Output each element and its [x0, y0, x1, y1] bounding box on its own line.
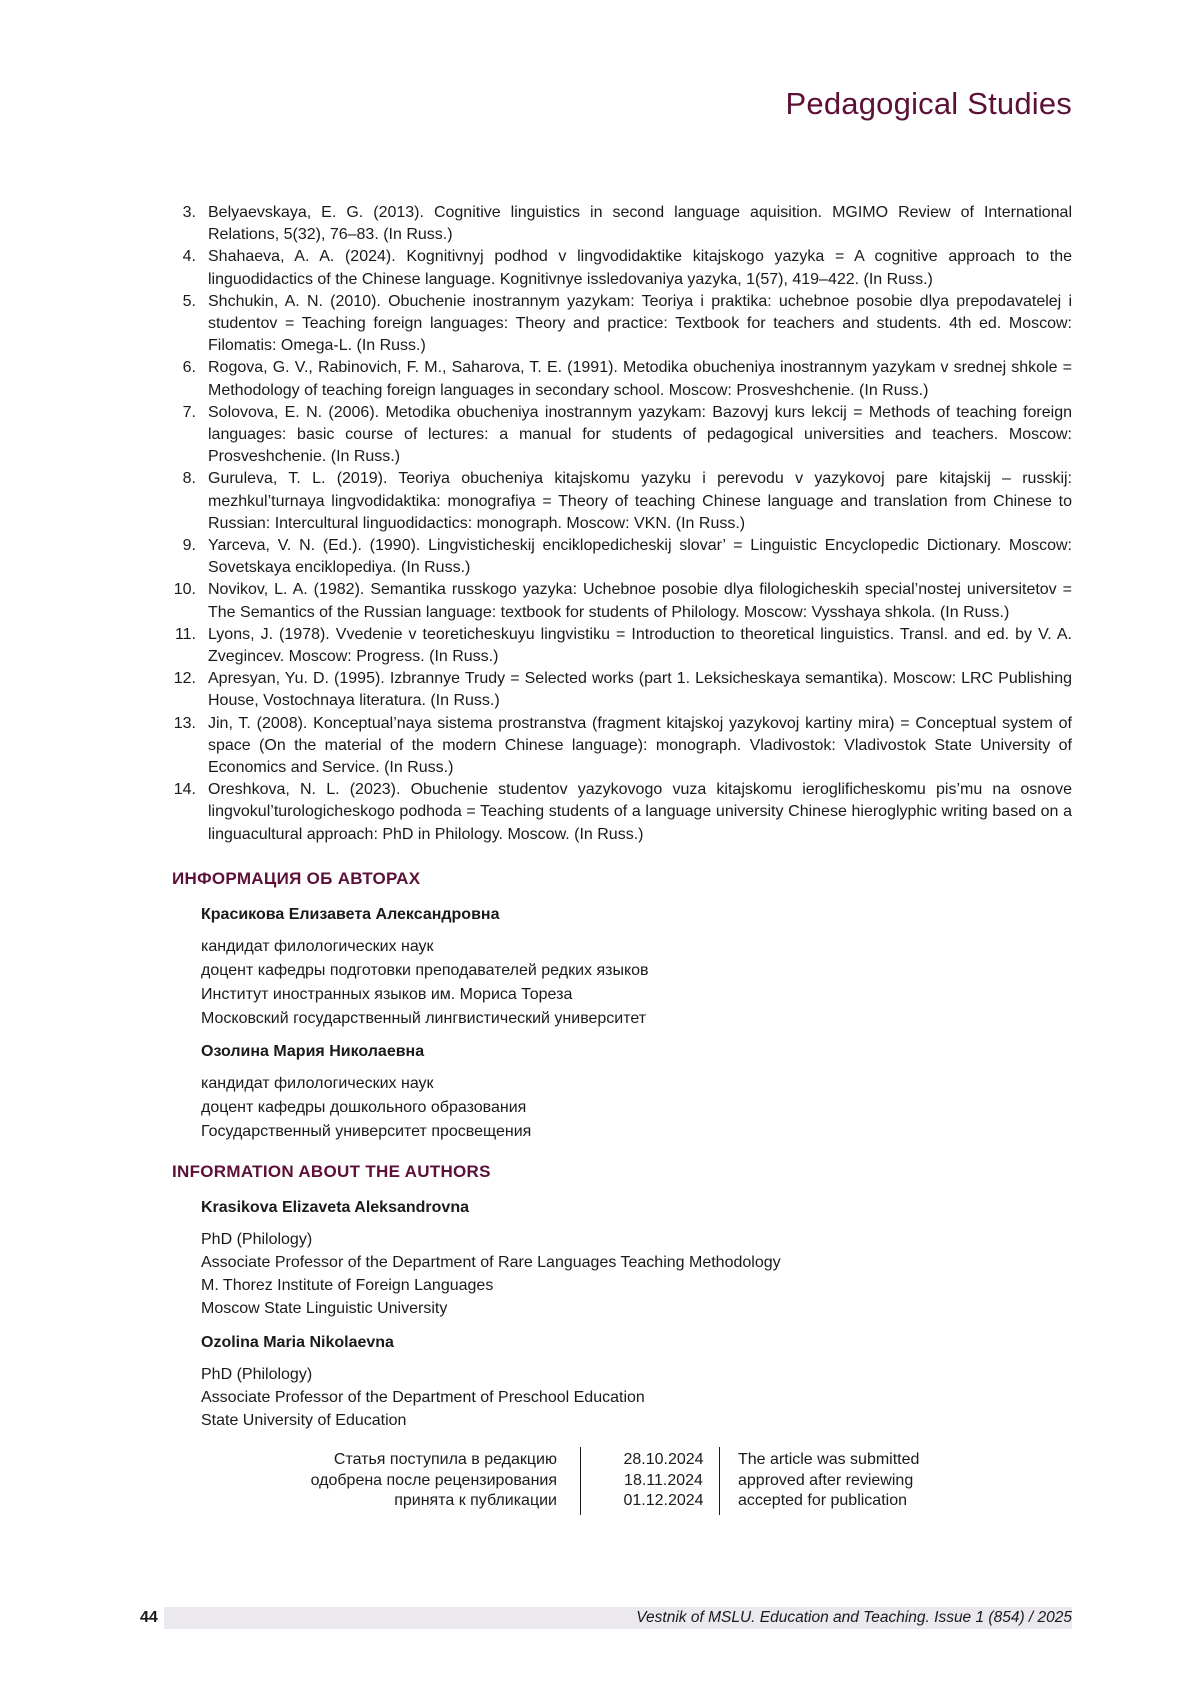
reference-number: 11.	[174, 625, 196, 643]
reference-number: 12.	[173, 670, 196, 688]
reference-text: Rogova, G. V., Rabinovich, F. M., Saharova, T. E. (1991). Metodika obucheniya inostrannym yazykam v srednej shkole = Methodology of teaching foreign languages in secondary school. Moscow: Prosveshchenie. (In Russ.)	[208, 359, 1072, 399]
author-university: State University of Education	[201, 1412, 407, 1429]
reference-item	[164, 202, 1072, 246]
reference-text: Lyons, J. (1978). Vvedenie v teoreticheskuyu lingvistiku = Introduction to theoretical linguistics. Transl. and ed. by V. A. Zvegincev. Moscow: Progress. (In Russ.)	[208, 625, 1072, 666]
author-ru-2	[201, 1042, 531, 1144]
date-label-approved-en: approved after reviewing	[738, 1471, 914, 1489]
date-label-approved-ru: одобрена после рецензирования	[310, 1471, 557, 1489]
author-ru-1	[201, 905, 649, 1031]
divider-line	[719, 1447, 720, 1515]
reference-list	[164, 202, 1072, 846]
reference-item	[164, 402, 1072, 469]
reference-text: Shchukin, A. N. (2010). Obuchenie inostrannym yazykam: Teoriya i praktika: uchebnoe posobie dlya prepodavatelej i studentov = Teaching foreign languages: Theory and practice: Textbook for teachers and students. 4th ed. Moscow: Filomatis: Omega-L. (In Russ.)	[208, 292, 1072, 355]
author-position: доцент кафедры подготовки преподавателей редких языков	[201, 962, 649, 979]
reference-number: 14.	[173, 781, 196, 799]
running-header-title: Pedagogical Studies	[785, 86, 1072, 121]
author-institute: M. Thorez Institute of Foreign Languages	[201, 1277, 494, 1294]
reference-number: 6.	[182, 359, 196, 377]
reference-text: Jin, T. (2008). Konceptual’naya sistema prostranstva (fragment kitajskoj yazykovoj kartiny mira) = Conceptual system of space (On the material of the modern Chinese language): monograph. Vladivostok: Vladivostok State University of Economics and Service. (In Russ.)	[208, 714, 1072, 777]
reference-text: Apresyan, Yu. D. (1995). Izbrannye Trudy = Selected works (part 1. Leksicheskaya semantika). Moscow: LRC Publishing House, Vostochnaya literatura. (In Russ.)	[208, 670, 1072, 710]
reference-item	[164, 579, 1072, 623]
author-university: Московский государственный лингвистический университет	[201, 1010, 647, 1027]
reference-item	[164, 779, 1072, 846]
reference-number: 9.	[182, 537, 196, 555]
reference-number: 4.	[182, 248, 196, 266]
reference-text: Solovova, E. N. (2006). Metodika obucheniya inostrannym yazykam: Bazovyj kurs lekcij = Methods of teaching foreign languages: basic course of lectures: a manual for students of pedagogical universities and teachers. Moscow: Prosveshchenie. (In Russ.)	[208, 403, 1072, 466]
author-en-2	[201, 1333, 645, 1432]
divider-line	[580, 1447, 581, 1515]
reference-item	[164, 535, 1072, 579]
reference-text: Belyaevskaya, E. G. (2013). Cognitive linguistics in second language aquisition. MGIMO Review of International Relations, 5(32), 76–83. (In Russ.)	[208, 204, 1072, 244]
author-university: Moscow State Linguistic University	[201, 1300, 448, 1317]
reference-text: Shahaeva, A. A. (2024). Kognitivnyj podhod v lingvodidaktike kitajskogo yazyka = A cognitive approach to the linguodidactics of the Chinese language. Kognitivnye issledovaniya yazyka, 1(57), 419–422. (In Russ.)	[208, 248, 1072, 288]
dates-ru-labels	[311, 1450, 557, 1512]
date-label-submitted-ru: Статья поступила в редакцию	[333, 1451, 557, 1468]
reference-number: 13.	[173, 714, 196, 732]
reference-item	[164, 624, 1072, 668]
reference-item	[164, 668, 1072, 712]
page-number: 44	[140, 1609, 158, 1626]
footer-journal-title: Vestnik of MSLU. Education and Teaching. Issue 1 (854) / 2025	[636, 1609, 1072, 1626]
dates-values	[607, 1450, 720, 1512]
reference-text: Guruleva, T. L. (2019). Teoriya obucheniya kitajskomu yazyku i perevodu v yazykovoj pare kitajskij – russkij: mezhkul’turnaya lingvodidaktika: monografiya = Theory of teaching Chinese language and translation from Chinese to Russian: Intercultural linguodidactics: monograph. Moscow: VKN. (In Russ.)	[208, 470, 1072, 532]
reference-text: Yarceva, V. N. (Ed.). (1990). Lingvisticheskij enciklopedicheskij slovar’ = Linguistic Encyclopedic Dictionary. Moscow: Sovetskaya enciklopediya. (In Russ.)	[208, 537, 1072, 577]
reference-number: 3.	[182, 204, 196, 221]
reference-item	[164, 713, 1072, 780]
author-degree: PhD (Philology)	[201, 1366, 313, 1383]
reference-item	[164, 246, 1072, 290]
reference-number: 5.	[182, 292, 196, 310]
authors-ru-heading: ИНФОРМАЦИЯ ОБ АВТОРАХ	[172, 869, 421, 888]
dates-en-labels	[738, 1450, 919, 1512]
date-accepted: 01.12.2024	[623, 1492, 704, 1509]
reference-text: Oreshkova, N. L. (2023). Obuchenie studentov yazykovogo vuza kitajskomu ieroglificheskomu pis’mu na osnove lingvokul’turologicheskogo podhoda = Teaching students of a language university Chinese hieroglyphic writing based on a linguacultural approach: PhD in Philology. Moscow. (In Russ.)	[208, 781, 1072, 843]
author-en-1	[201, 1198, 781, 1320]
reference-number: 10.	[173, 581, 196, 599]
reference-number: 7.	[182, 403, 196, 421]
author-name: Озолина Мария Николаевна	[201, 1043, 425, 1060]
author-name: Krasikova Elizaveta Aleksandrovna	[201, 1199, 469, 1216]
date-label-submitted-en: The article was submitted	[738, 1451, 920, 1468]
date-approved: 18.11.2024	[624, 1471, 703, 1489]
author-institute: Институт иностранных языков им. Мориса Тореза	[201, 986, 573, 1003]
reference-item	[164, 357, 1072, 401]
reference-number: 8.	[182, 470, 196, 488]
reference-item	[164, 468, 1072, 535]
date-label-accepted-en: accepted for publication	[738, 1492, 907, 1509]
author-university: Государственный университет просвещения	[201, 1123, 532, 1140]
reference-item	[164, 291, 1072, 358]
date-submitted: 28.10.2024	[623, 1451, 704, 1468]
author-degree: PhD (Philology)	[201, 1231, 313, 1248]
author-degree: кандидат филологических наук	[201, 1075, 434, 1092]
date-label-accepted-ru: принята к публикации	[394, 1492, 557, 1509]
reference-text: Novikov, L. A. (1982). Semantika russkogo yazyka: Uchebnoe posobie dlya filologicheskih special’nostej universitetov = The Semantics of the Russian language: textbook for students of Philology. Moscow: Vysshaya shkola. (In Russ.)	[208, 581, 1072, 621]
author-position: Associate Professor of the Department of Preschool Education	[201, 1389, 645, 1406]
author-name: Красикова Елизавета Александровна	[201, 906, 500, 923]
author-position: Associate Professor of the Department of Rare Languages Teaching Methodology	[201, 1254, 781, 1271]
authors-en-heading: INFORMATION ABOUT THE AUTHORS	[172, 1162, 491, 1181]
author-position: доцент кафедры дошкольного образования	[201, 1099, 527, 1116]
author-degree: кандидат филологических наук	[201, 938, 434, 955]
author-name: Ozolina Maria Nikolaevna	[201, 1334, 394, 1351]
